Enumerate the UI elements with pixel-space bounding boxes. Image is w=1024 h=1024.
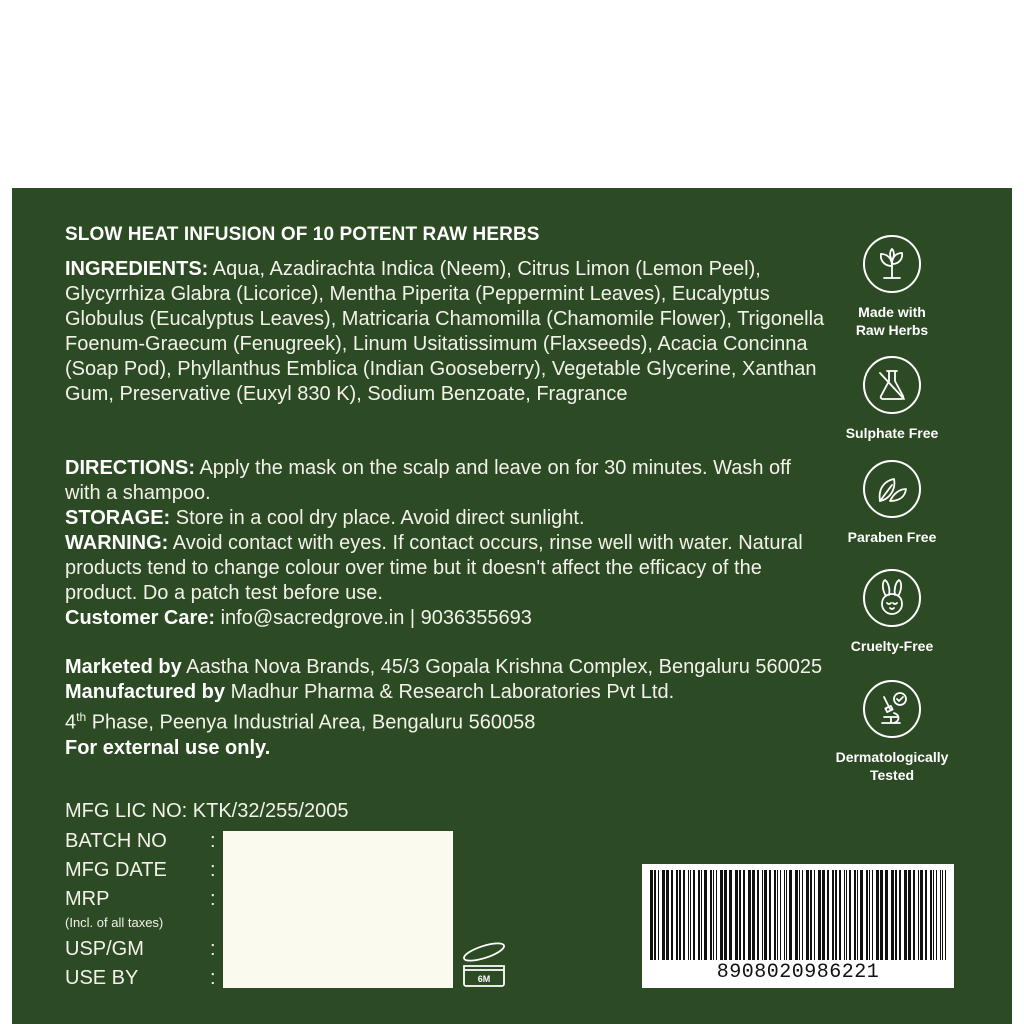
badge-dermatologically-tested: [827, 680, 957, 784]
usp-label: USP/GM: [65, 938, 144, 960]
barcode-bar: [880, 870, 883, 960]
barcode-bar: [913, 870, 915, 960]
barcode-bars: [650, 870, 946, 960]
external-use-note: For external use only.: [65, 736, 271, 759]
barcode-bar: [885, 870, 888, 960]
barcode-bar: [752, 870, 755, 960]
barcode: [642, 864, 954, 988]
barcode-bar: [784, 870, 785, 960]
barcode-bar: [814, 870, 815, 960]
barcode-number: 8908020986221: [716, 961, 880, 984]
barcode-bar: [827, 870, 829, 960]
manufactured-label: Manufactured by: [65, 681, 226, 703]
barcode-bar: [658, 870, 659, 960]
barcode-bar: [698, 870, 700, 960]
barcode-bar: [774, 870, 776, 960]
barcode-bar: [908, 870, 911, 960]
directions-label: DIRECTIONS:: [65, 457, 195, 479]
barcode-bar: [869, 870, 870, 960]
usp-row: USP/GM :: [65, 938, 216, 960]
phase-text: Phase, Peenya Industrial Area, Bengaluru 560058: [86, 711, 536, 734]
barcode-bar: [720, 870, 723, 960]
barcode-bar: [729, 870, 732, 960]
badge-dermatologically-line2: Tested: [869, 767, 915, 783]
marketed-text: Aastha Nova Brands, 45/3 Gopala Krishna Complex, Bengaluru 560025: [181, 656, 823, 678]
mrp-tax-note: (Incl. of all taxes): [65, 915, 164, 930]
open-jar-icon: [460, 940, 510, 990]
ingredients-text: Aqua, Azadirachta Indica (Neem), Citrus Limon (Lemon Peel), Glycyrrhiza Glabra (Licorice), Mentha Piperita (Peppermint Leaves), Eucalyptus Globulus (Eucalyptus Leaves), Matricaria Chamomilla (Chamomile Flower), Trigonella Foenum-Graecum (Fenugreek), Linum Usitatissimum (Flaxseeds), Acacia Concinna (Soap Pod), Phyllanthus Emblica (Indian Gooseberry), Vegetable Glycerine, Xanthan Gum, Preservative (Euxyl 830 K), Sodium Benzoate, Fragrance: [65, 258, 825, 405]
barcode-bar: [795, 870, 798, 960]
barcode-bar: [930, 870, 932, 960]
leaves-icon: [872, 469, 912, 509]
barcode-bar: [832, 870, 834, 960]
barcode-bar: [786, 870, 787, 960]
badge-sulphate-free-label: Sulphate Free: [845, 425, 939, 441]
barcode-bar: [676, 870, 678, 960]
badge-paraben-free: [827, 460, 957, 546]
directions-text: Apply the mask on the scalp and leave on for 30 minutes. Wash off with a shampoo.: [65, 457, 791, 504]
barcode-bar: [704, 870, 707, 960]
usage-block: [65, 456, 825, 631]
barcode-bar: [780, 870, 781, 960]
barcode-bar: [844, 870, 845, 960]
barcode-bar: [933, 870, 934, 960]
use-by-label: USE BY: [65, 967, 139, 989]
badge-cruelty-free: [827, 569, 957, 655]
phase-superscript: th: [76, 710, 87, 724]
barcode-bar: [789, 870, 792, 960]
barcode-bar: [872, 870, 873, 960]
barcode-bar: [857, 870, 858, 960]
barcode-bar: [802, 870, 803, 960]
phase-number: 4: [65, 711, 77, 734]
label-panel: [12, 188, 1012, 1024]
jar-period-label: 6M: [477, 974, 491, 984]
badge-dermatologically-line1: Dermatologically: [835, 749, 949, 765]
barcode-bar: [895, 870, 897, 960]
barcode-bar: [716, 870, 717, 960]
mfg-date-row: MFG DATE :: [65, 859, 216, 881]
headline: SLOW HEAT INFUSION OF 10 POTENT RAW HERBS: [65, 224, 540, 245]
barcode-bar: [936, 870, 937, 960]
barcode-bar: [762, 870, 763, 960]
badge-raw-herbs: [827, 235, 957, 339]
badge-raw-herbs-line1: Made with: [858, 304, 926, 320]
batch-no-row: BATCH NO :: [65, 830, 216, 852]
barcode-bar: [799, 870, 800, 960]
barcode-bar: [650, 870, 653, 960]
batch-stamp-area: [223, 831, 453, 988]
mrp-row: MRP :: [65, 888, 216, 910]
barcode-bar: [748, 870, 751, 960]
marketed-label: Marketed by: [65, 656, 182, 678]
barcode-bar: [764, 870, 767, 960]
barcode-bar: [918, 870, 919, 960]
barcode-bar: [891, 870, 894, 960]
barcode-bar: [942, 870, 943, 960]
customer-care-label: Customer Care:: [65, 607, 216, 629]
barcode-bar: [860, 870, 863, 960]
barcode-bar: [945, 870, 946, 960]
storage-label: STORAGE:: [65, 507, 171, 529]
badge-raw-herbs-line2: Raw Herbs: [855, 322, 929, 338]
barcode-bar: [710, 870, 712, 960]
mrp-label: MRP: [65, 888, 110, 910]
barcode-bar: [735, 870, 738, 960]
badge-sulphate-free: [827, 356, 957, 442]
barcode-bar: [849, 870, 851, 960]
barcode-bar: [920, 870, 923, 960]
barcode-bar: [904, 870, 907, 960]
barcode-bar: [654, 870, 656, 960]
barcode-bar: [671, 870, 673, 960]
microscope-icon: [872, 689, 912, 729]
warning-label: WARNING:: [65, 532, 169, 554]
barcode-bar: [713, 870, 714, 960]
ingredients-label: INGREDIENTS:: [65, 258, 209, 280]
warning-text: Avoid contact with eyes. If contact occurs, rinse well with water. Natural products tend to change colour over time but it doesn't affect the efficacy of the product. Do a patch test before use.: [65, 532, 803, 604]
plant-sprout-icon: [872, 244, 912, 284]
barcode-bar: [940, 870, 941, 960]
use-by-row: USE BY :: [65, 967, 216, 989]
barcode-bar: [876, 870, 879, 960]
manufactured-text: Madhur Pharma & Research Laboratories Pvt Ltd.: [225, 681, 675, 703]
barcode-bar: [806, 870, 809, 960]
barcode-bar: [769, 870, 771, 960]
barcode-bar: [743, 870, 745, 960]
barcode-bar: [683, 870, 685, 960]
barcode-bar: [777, 870, 778, 960]
barcode-bar: [724, 870, 727, 960]
barcode-bar: [679, 870, 681, 960]
barcode-bar: [666, 870, 669, 960]
barcode-bar: [818, 870, 821, 960]
barcode-bar: [822, 870, 825, 960]
barcode-bar: [854, 870, 856, 960]
barcode-bar: [757, 870, 759, 960]
barcode-bar: [690, 870, 691, 960]
mfg-license: MFG LIC NO: KTK/32/255/2005: [65, 800, 349, 822]
barcode-bar: [739, 870, 741, 960]
barcode-bar: [925, 870, 927, 960]
barcode-bar: [899, 870, 901, 960]
barcode-bar: [839, 870, 841, 960]
badge-cruelty-free-label: Cruelty-Free: [850, 638, 934, 654]
ingredients-block: [65, 257, 825, 407]
barcode-bar: [662, 870, 665, 960]
company-block: [65, 655, 825, 761]
barcode-bar: [688, 870, 689, 960]
barcode-bar: [810, 870, 812, 960]
barcode-bar: [701, 870, 702, 960]
batch-no-label: BATCH NO: [65, 830, 167, 852]
barcode-bar: [866, 870, 868, 960]
badge-paraben-free-label: Paraben Free: [847, 529, 937, 545]
customer-care-text: info@sacredgrove.in | 9036355693: [215, 607, 532, 629]
mfg-date-label: MFG DATE: [65, 859, 167, 881]
barcode-bar: [835, 870, 837, 960]
barcode-bar: [693, 870, 695, 960]
storage-text: Store in a cool dry place. Avoid direct sunlight.: [170, 507, 585, 529]
flask-crossed-icon: [872, 365, 912, 405]
barcode-bar: [846, 870, 847, 960]
rabbit-icon: [872, 578, 912, 618]
